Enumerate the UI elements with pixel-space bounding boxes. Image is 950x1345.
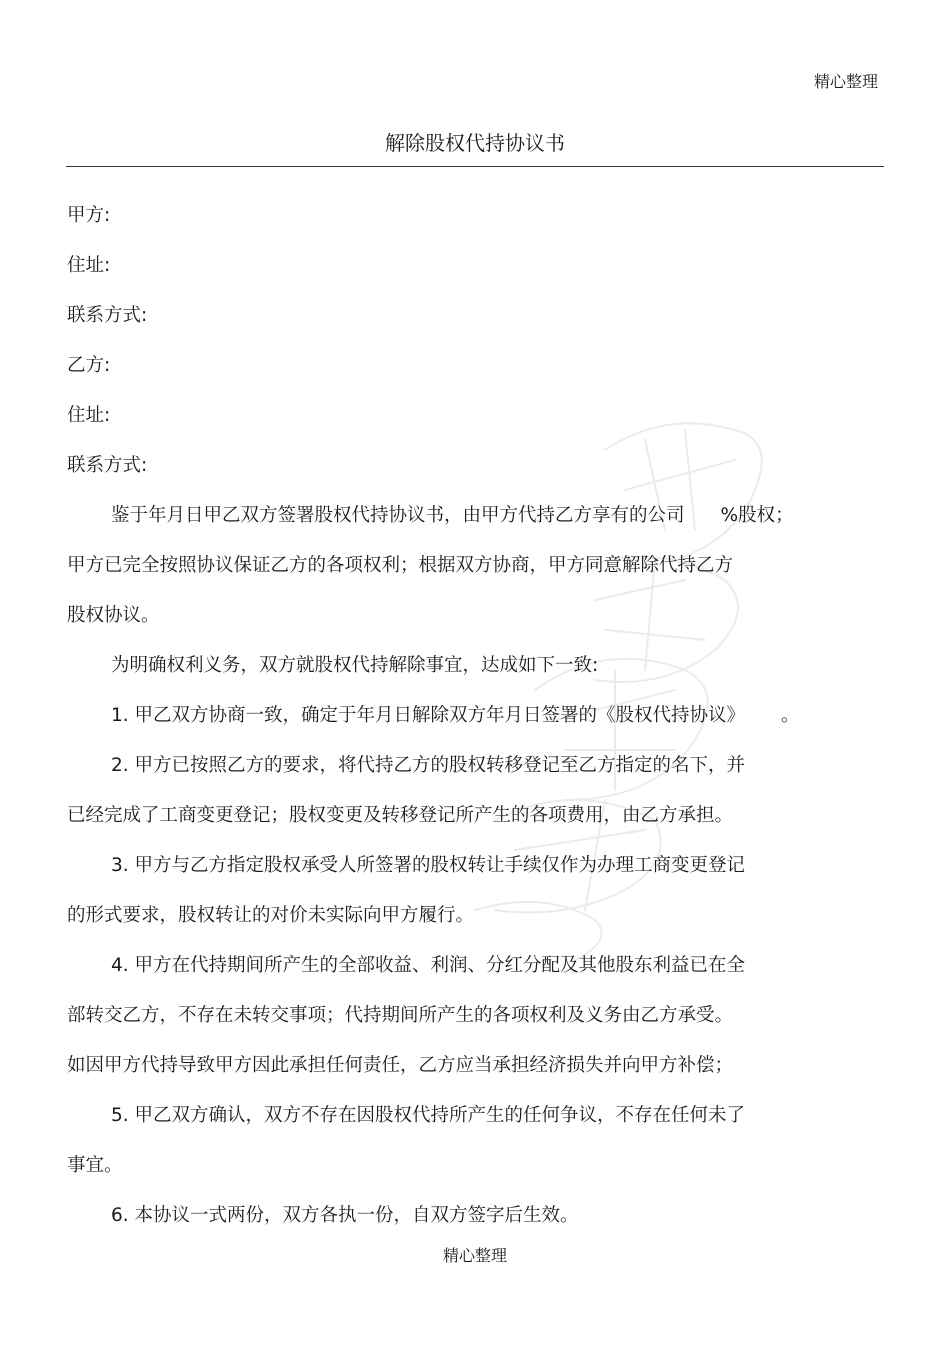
party-a-label: 甲方: (67, 205, 111, 226)
footer-note: 精心整理 (442, 1246, 507, 1265)
clause-1-text: 1. 甲乙双方协商一致，确定于年月日解除双方年月日签署的《股权代持协议》 (111, 705, 746, 726)
clause-2-line-2: 已经完成了工商变更登记；股权变更及转移登记所产生的各项费用，由乙方承担。 (67, 805, 734, 826)
header-note: 精心整理 (813, 72, 878, 91)
clause-1-tail: 。 (781, 705, 800, 726)
clause-4-line-3: 如因甲方代持导致甲方因此承担任何责任，乙方应当承担经济损失并向甲方补偿； (67, 1055, 734, 1076)
preamble-text: 鉴于年月日甲乙双方签署股权代持协议书，由甲方代持乙方享有的公司 (111, 505, 685, 526)
clause-3-line-1: 3. 甲方与乙方指定股权承受人所签署的股权转让手续仅作为办理工商变更登记 (111, 855, 746, 876)
party-a-contact-label: 联系方式: (67, 305, 148, 326)
party-a-address-label: 住址: (67, 255, 111, 276)
preamble-share-percent: %股权； (720, 505, 794, 526)
preamble-line-3: 股权协议。 (67, 605, 160, 626)
party-b-contact-label: 联系方式: (67, 455, 148, 476)
clause-6: 6. 本协议一式两份，双方各执一份，自双方签字后生效。 (111, 1205, 579, 1226)
clause-5-line-2: 事宜。 (67, 1155, 123, 1176)
clause-4-line-2: 部转交乙方，不存在未转交事项；代持期间所产生的各项权利及义务由乙方承受。 (67, 1005, 734, 1026)
clause-3-line-2: 的形式要求，股权转让的对价未实际向甲方履行。 (67, 905, 475, 926)
document-body (67, 203, 832, 1253)
clause-4-line-1: 4. 甲方在代持期间所产生的全部收益、利润、分红分配及其他股东利益已在全 (111, 955, 746, 976)
clause-1 (67, 703, 832, 728)
document-title: 解除股权代持协议书 (385, 131, 565, 155)
party-b-address-label: 住址: (67, 405, 111, 426)
preamble-line-2: 甲方已完全按照协议保证乙方的各项权利；根据双方协商，甲方同意解除代持乙方 (67, 555, 734, 576)
clause-5-line-1: 5. 甲乙双方确认，双方不存在因股权代持所产生的任何争议，不存在任何未了 (111, 1105, 746, 1126)
preamble-line-1 (67, 503, 832, 528)
clause-2-line-1: 2. 甲方已按照乙方的要求，将代持乙方的股权转移登记至乙方指定的名下，并 (111, 755, 746, 776)
intro-paragraph: 为明确权利义务，双方就股权代持解除事宜，达成如下一致: (111, 655, 599, 676)
party-b-label: 乙方: (67, 355, 111, 376)
title-divider (66, 166, 884, 167)
